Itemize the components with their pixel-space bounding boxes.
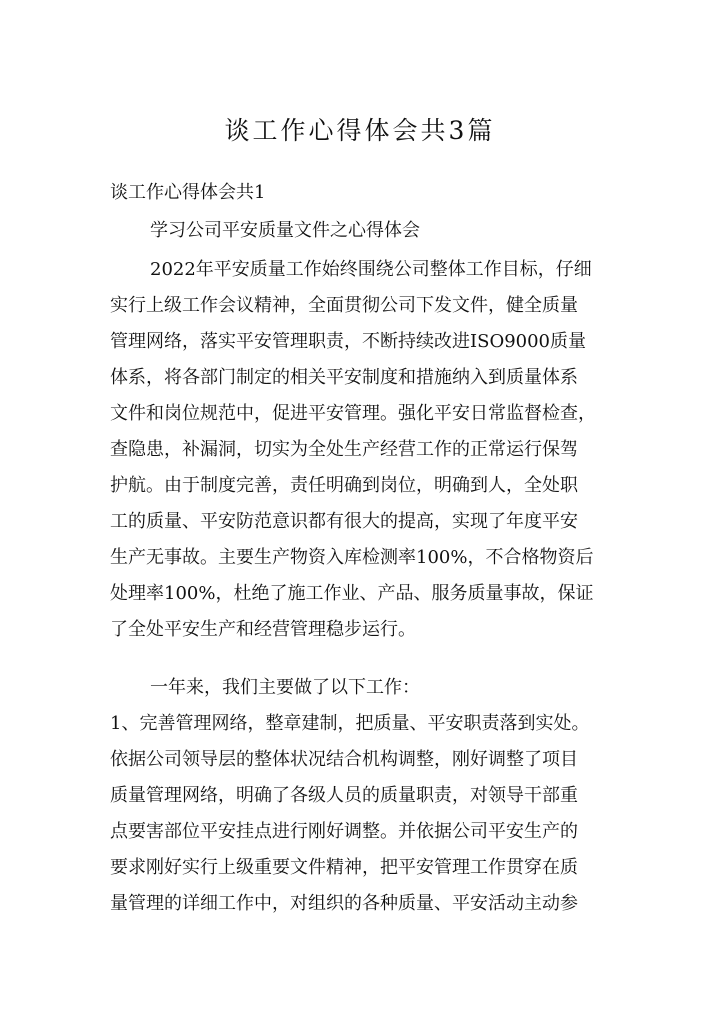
paragraph-2	[110, 670, 615, 706]
document-title: 谈工作心得体会共3篇	[224, 116, 496, 145]
paragraph-line: 查隐患，补漏洞，切实为全处生产经营工作的正常运行保驾	[110, 439, 578, 460]
paragraph-line: 护航。由于制度完善，责任明确到岗位，明确到人，全处职	[110, 475, 578, 496]
paragraph-line: 1、完善管理网络，整章建制，把质量、平安职责落到实处。	[110, 713, 590, 734]
paragraph-line: 点要害部位平安挂点进行刚好调整。并依据公司平安生产的	[110, 821, 578, 842]
paragraph-line: 2022年平安质量工作始终围绕公司整体工作目标，仔细	[150, 259, 592, 280]
paragraph-line: 文件和岗位规范中，促进平安管理。强化平安日常监督检查，	[110, 403, 596, 424]
paragraph-line: 实行上级工作会议精神，全面贯彻公司下发文件，健全质量	[110, 295, 578, 316]
paragraph-line: 要求刚好实行上级重要文件精神，把平安管理工作贯穿在质	[110, 857, 578, 878]
paragraph-3	[110, 706, 615, 922]
paragraph-line: 质量管理网络，明确了各级人员的质量职责，对领导干部重	[110, 785, 578, 806]
paragraph-line: 量管理的详细工作中，对组织的各种质量、平安活动主动参	[110, 893, 578, 914]
paragraph-line: 工的质量、平安防范意识都有很大的提高，实现了年度平安	[110, 511, 578, 532]
paragraph-line: 体系，将各部门制定的相关平安制度和措施纳入到质量体系	[110, 367, 578, 388]
paragraph-line: 生产无事故。主要生产物资入库检测率100%，不合格物资后	[110, 547, 594, 568]
paragraph-line: 管理网络，落实平安管理职责，不断持续改进ISO9000质量	[110, 331, 587, 352]
paragraph-line: 一年来，我们主要做了以下工作：	[150, 677, 420, 698]
paragraph-1	[110, 252, 615, 648]
document-subtitle: 谈工作心得体会共1	[110, 182, 266, 203]
paragraph-line: 依据公司领导层的整体状况结合机构调整，刚好调整了项目	[110, 749, 578, 770]
paragraph-line: 处理率100%，杜绝了施工作业、产品、服务质量事故，保证	[110, 583, 594, 604]
section-heading: 学习公司平安质量文件之心得体会	[150, 220, 420, 241]
paragraph-line: 了全处平安生产和经营管理稳步运行。	[110, 619, 416, 640]
